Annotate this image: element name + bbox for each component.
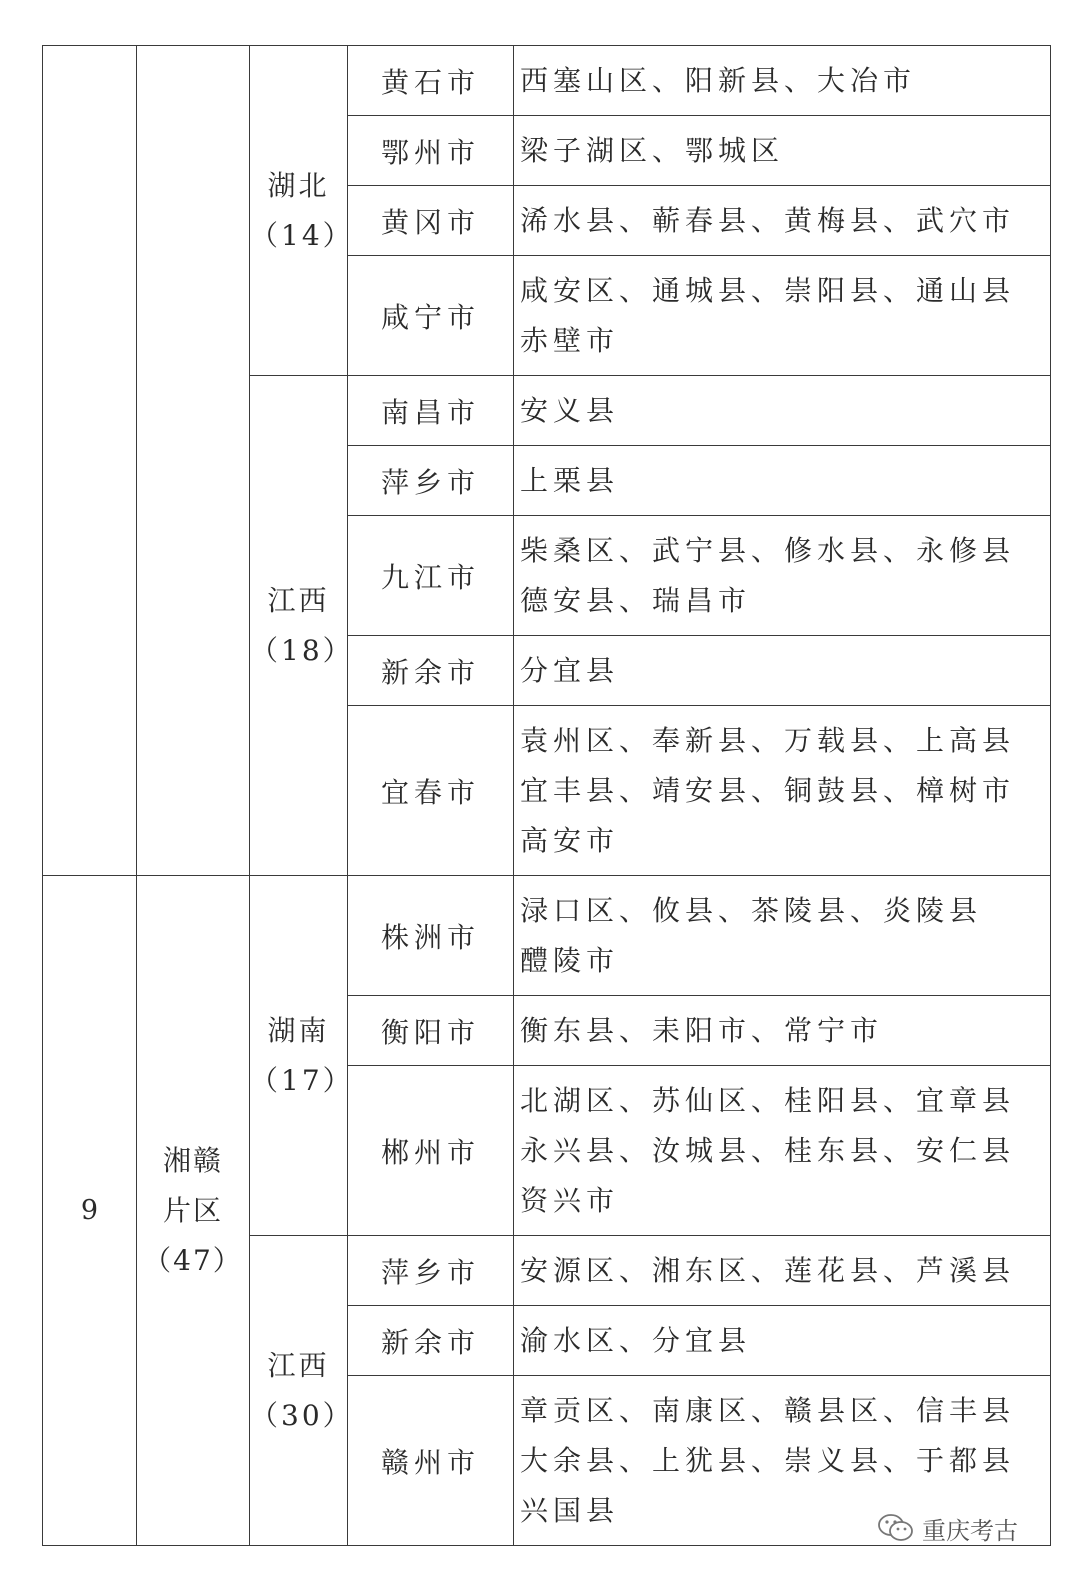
- counties-cell: [514, 996, 1051, 1066]
- city-cell: 新余市: [348, 1306, 514, 1376]
- province-label: （30）: [250, 1398, 354, 1432]
- city-cell: 赣州市: [348, 1376, 514, 1546]
- counties-cell: [514, 46, 1051, 116]
- city-cell: 黄冈市: [348, 186, 514, 256]
- county-line: 西塞山区、阳新县、大冶市: [520, 63, 917, 97]
- province-label: （14）: [250, 218, 354, 252]
- county-line: 袁州区、奉新县、万载县、上高县: [520, 723, 1016, 757]
- counties-cell: [514, 186, 1051, 256]
- counties-cell: [514, 376, 1051, 446]
- province-cell: [250, 876, 354, 1236]
- zone-cell: [137, 876, 250, 1546]
- county-line: 兴国县: [520, 1493, 620, 1527]
- province-label: 江西: [267, 1348, 330, 1382]
- counties-cell: [514, 1066, 1051, 1236]
- province-cell: [250, 46, 354, 376]
- county-line: 高安市: [520, 823, 620, 857]
- county-line: 分宜县: [520, 653, 620, 687]
- county-line: 章贡区、南康区、赣县区、信丰县: [520, 1393, 1016, 1427]
- county-list-table: [42, 45, 1051, 1546]
- county-line: 浠水县、蕲春县、黄梅县、武穴市: [520, 203, 1016, 237]
- city-cell: 株洲市: [348, 876, 514, 996]
- county-line: 安源区、湘东区、莲花县、芦溪县: [520, 1253, 1016, 1287]
- table-row: [43, 876, 1051, 996]
- county-line: 上栗县: [520, 463, 620, 497]
- table-row: [43, 46, 1051, 116]
- zone-label: （47）: [143, 1243, 243, 1277]
- counties-cell: [514, 256, 1051, 376]
- city-cell: 郴州市: [348, 1066, 514, 1236]
- counties-cell: [514, 706, 1051, 876]
- county-line: 德安县、瑞昌市: [520, 583, 752, 617]
- county-line: 宜丰县、靖安县、铜鼓县、樟树市: [520, 773, 1016, 807]
- watermark-text: 重庆考古: [922, 1516, 1018, 1545]
- city-cell: 九江市: [348, 516, 514, 636]
- county-line: 柴桑区、武宁县、修水县、永修县: [520, 533, 1016, 567]
- city-cell: 宜春市: [348, 706, 514, 876]
- counties-cell: [514, 636, 1051, 706]
- county-line: 咸安区、通城县、崇阳县、通山县: [520, 273, 1016, 307]
- province-label: 江西: [267, 583, 330, 617]
- section-number-cell: 9: [43, 876, 137, 1546]
- counties-cell: [514, 516, 1051, 636]
- zone-cell: [137, 46, 250, 876]
- county-line: 醴陵市: [520, 943, 620, 977]
- province-label: 湖北: [267, 168, 330, 202]
- county-line: 赤壁市: [520, 323, 620, 357]
- city-cell: 黄石市: [348, 46, 514, 116]
- city-cell: 萍乡市: [348, 446, 514, 516]
- counties-cell: [514, 1236, 1051, 1306]
- counties-cell: [514, 446, 1051, 516]
- county-line: 永兴县、汝城县、桂东县、安仁县: [520, 1133, 1016, 1167]
- province-label: 湖南: [267, 1013, 330, 1047]
- county-line: 大余县、上犹县、崇义县、于都县: [520, 1443, 1016, 1477]
- wechat-icon: [876, 1512, 916, 1544]
- city-cell: 新余市: [348, 636, 514, 706]
- zone-label: 片区: [162, 1193, 223, 1227]
- province-label: （17）: [250, 1063, 354, 1097]
- city-cell: 咸宁市: [348, 256, 514, 376]
- province-cell: [250, 376, 354, 876]
- county-line: 北湖区、苏仙区、桂阳县、宜章县: [520, 1083, 1016, 1117]
- county-line: 安义县: [520, 393, 620, 427]
- watermark: [876, 1506, 1018, 1550]
- counties-cell: [514, 116, 1051, 186]
- county-line: 渌口区、攸县、茶陵县、炎陵县: [520, 893, 983, 927]
- county-line: 梁子湖区、鄂城区: [520, 133, 785, 167]
- section-number-cell: [43, 46, 137, 876]
- city-cell: 萍乡市: [348, 1236, 514, 1306]
- counties-cell: [514, 1306, 1051, 1376]
- city-cell: 衡阳市: [348, 996, 514, 1066]
- province-label: （18）: [250, 633, 354, 667]
- province-cell: [250, 1236, 354, 1546]
- county-line: 资兴市: [520, 1183, 620, 1217]
- county-line: 渝水区、分宜县: [520, 1323, 752, 1357]
- zone-label: 湘赣: [162, 1143, 223, 1177]
- city-cell: 鄂州市: [348, 116, 514, 186]
- county-line: 衡东县、耒阳市、常宁市: [520, 1013, 884, 1047]
- city-cell: 南昌市: [348, 376, 514, 446]
- counties-cell: [514, 876, 1051, 996]
